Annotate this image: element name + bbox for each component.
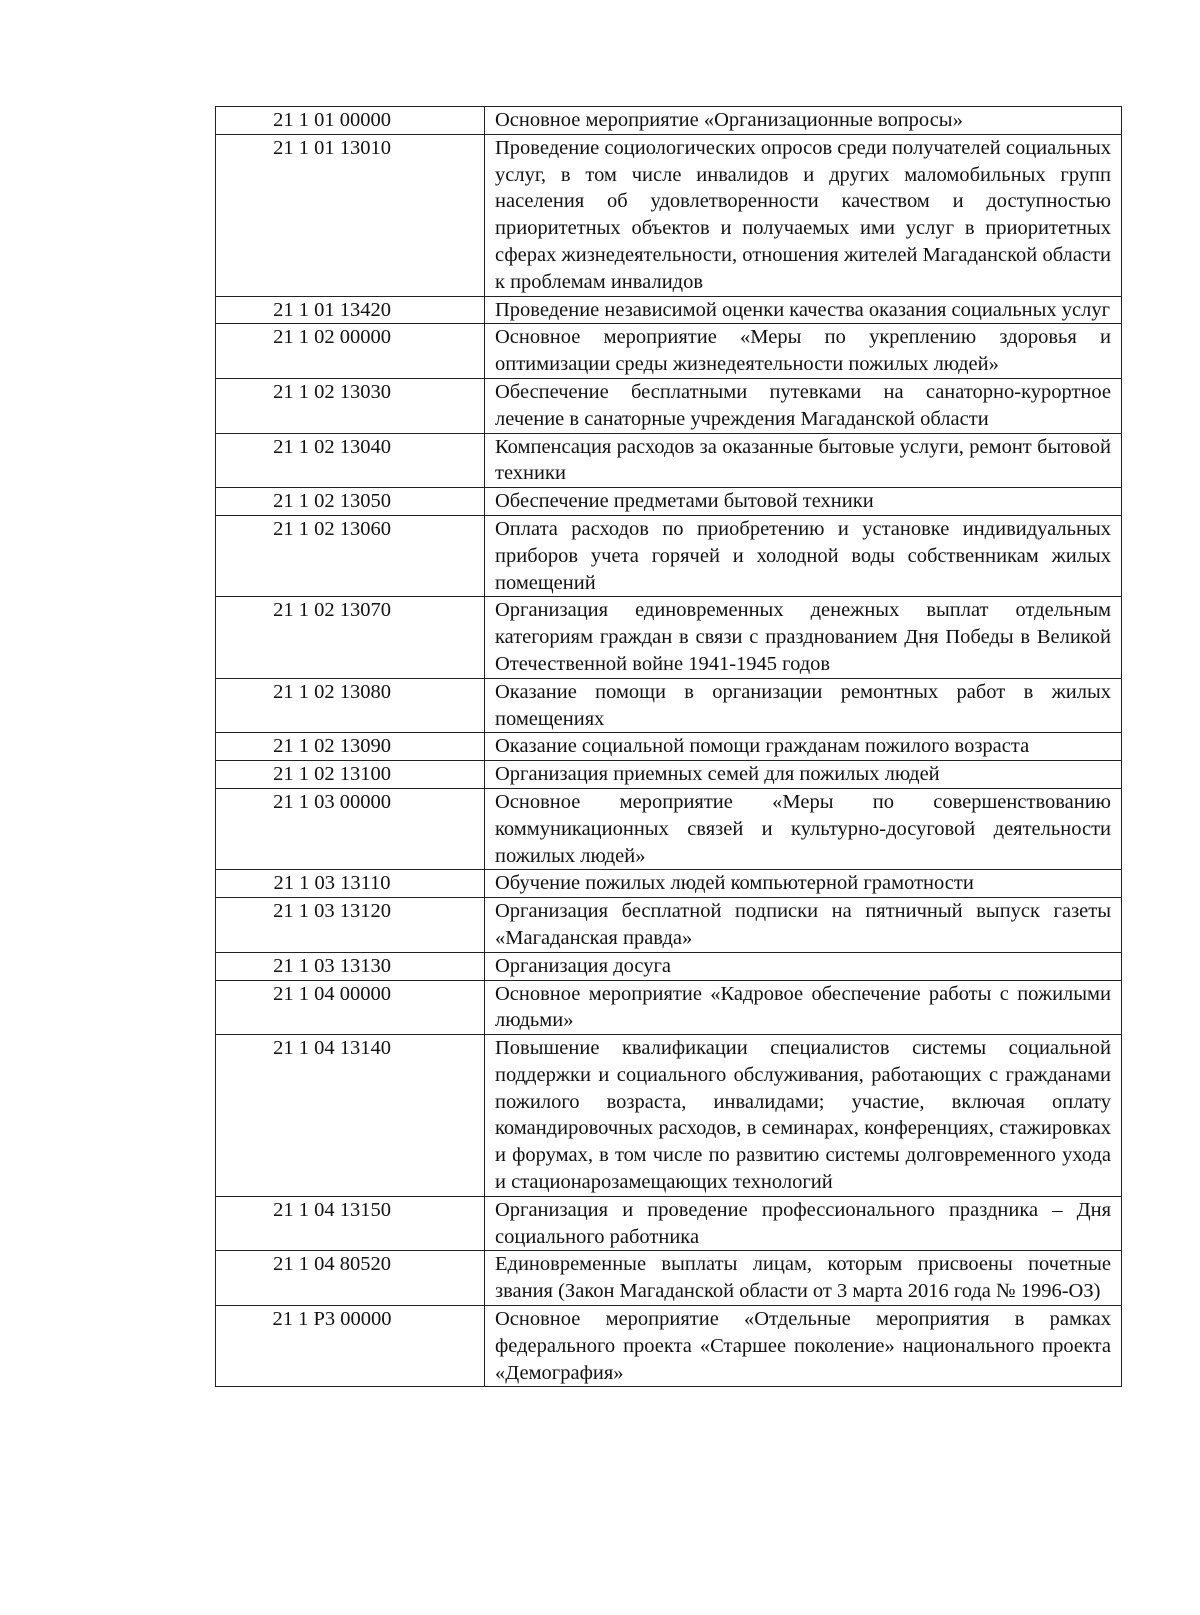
row-code: 21 1 02 13060: [216, 515, 485, 596]
row-code: 21 1 04 00000: [216, 980, 485, 1035]
table-row: [216, 898, 1122, 953]
table-row: [216, 515, 1122, 596]
table-row: [216, 678, 1122, 733]
row-code: 21 1 02 13090: [216, 733, 485, 761]
row-description: Организация приемных семей для пожилых людей: [485, 761, 1122, 789]
table-row: [216, 733, 1122, 761]
table-row: [216, 788, 1122, 869]
table-row: [216, 433, 1122, 488]
row-description: Повышение квалификации специалистов системы социальной поддержки и социального обслуживания, работающих с гражданами пожилого возраста, инвалидами; участие, включая оплату командировочных расходов, в семинарах, конференциях, стажировках и форумах, в том числе по развитию системы долговременного ухода и стационарозамещающих технологий: [485, 1035, 1122, 1197]
row-description: Обеспечение бесплатными путевками на санаторно-курортное лечение в санаторные учреждения Магаданской области: [485, 378, 1122, 433]
table-row: [216, 952, 1122, 980]
row-description: Обеспечение предметами бытовой техники: [485, 488, 1122, 516]
row-code: 21 1 04 80520: [216, 1251, 485, 1306]
table-row: [216, 870, 1122, 898]
table-row: [216, 1035, 1122, 1197]
row-code: 21 1 03 13110: [216, 870, 485, 898]
row-description: Основное мероприятие «Отдельные мероприятия в рамках федерального проекта «Старшее поколение» национального проекта «Демография»: [485, 1306, 1122, 1387]
row-description: Проведение социологических опросов среди получателей социальных услуг, в том числе инвалидов и других маломобильных групп населения об удовлетворенности качеством и доступностью приоритетных объектов и получаемых ими услуг в приоритетных сферах жизнедеятельности, отношения жителей Магаданской области к проблемам инвалидов: [485, 134, 1122, 296]
row-description: Обучение пожилых людей компьютерной грамотности: [485, 870, 1122, 898]
row-code: 21 1 04 13140: [216, 1035, 485, 1197]
row-code: 21 1 02 13050: [216, 488, 485, 516]
row-code: 21 1 02 00000: [216, 324, 485, 379]
table-row: [216, 1251, 1122, 1306]
row-description: Оказание социальной помощи гражданам пожилого возраста: [485, 733, 1122, 761]
row-code: 21 1 04 13150: [216, 1196, 485, 1251]
row-code: 21 1 03 13120: [216, 898, 485, 953]
row-code: 21 1 P3 00000: [216, 1306, 485, 1387]
row-description: Компенсация расходов за оказанные бытовые услуги, ремонт бытовой техники: [485, 433, 1122, 488]
row-description: Основное мероприятие «Меры по совершенствованию коммуникационных связей и культурно-досуговой деятельности пожилых людей»: [485, 788, 1122, 869]
table-row: [216, 107, 1122, 135]
row-code: 21 1 01 13010: [216, 134, 485, 296]
row-code: 21 1 03 13130: [216, 952, 485, 980]
row-description: Основное мероприятие «Организационные вопросы»: [485, 107, 1122, 135]
row-code: 21 1 03 00000: [216, 788, 485, 869]
row-code: 21 1 02 13080: [216, 678, 485, 733]
row-description: Организация бесплатной подписки на пятничный выпуск газеты «Магаданская правда»: [485, 898, 1122, 953]
row-code: 21 1 02 13030: [216, 378, 485, 433]
row-description: Основное мероприятие «Кадровое обеспечение работы с пожилыми людьми»: [485, 980, 1122, 1035]
row-description: Проведение независимой оценки качества оказания социальных услуг: [485, 296, 1122, 324]
table-row: [216, 761, 1122, 789]
table-row: [216, 597, 1122, 678]
row-code: 21 1 02 13070: [216, 597, 485, 678]
row-description: Организация и проведение профессионального праздника – Дня социального работника: [485, 1196, 1122, 1251]
row-code: 21 1 01 13420: [216, 296, 485, 324]
row-code: 21 1 02 13040: [216, 433, 485, 488]
row-description: Организация досуга: [485, 952, 1122, 980]
row-description: Основное мероприятие «Меры по укреплению здоровья и оптимизации среды жизнедеятельности пожилых людей»: [485, 324, 1122, 379]
table-row: [216, 980, 1122, 1035]
table-row: [216, 1196, 1122, 1251]
row-code: 21 1 02 13100: [216, 761, 485, 789]
row-code: 21 1 01 00000: [216, 107, 485, 135]
row-description: Единовременные выплаты лицам, которым присвоены почетные звания (Закон Магаданской области от 3 марта 2016 года № 1996-ОЗ): [485, 1251, 1122, 1306]
table-row: [216, 1306, 1122, 1387]
row-description: Оплата расходов по приобретению и установке индивидуальных приборов учета горячей и холодной воды собственникам жилых помещений: [485, 515, 1122, 596]
table-row: [216, 296, 1122, 324]
table-row: [216, 134, 1122, 296]
table-row: [216, 324, 1122, 379]
budget-code-table: [215, 106, 1122, 1387]
table-row: [216, 378, 1122, 433]
table-row: [216, 488, 1122, 516]
row-description: Оказание помощи в организации ремонтных работ в жилых помещениях: [485, 678, 1122, 733]
row-description: Организация единовременных денежных выплат отдельным категориям граждан в связи с празднованием Дня Победы в Великой Отечественной войне 1941-1945 годов: [485, 597, 1122, 678]
